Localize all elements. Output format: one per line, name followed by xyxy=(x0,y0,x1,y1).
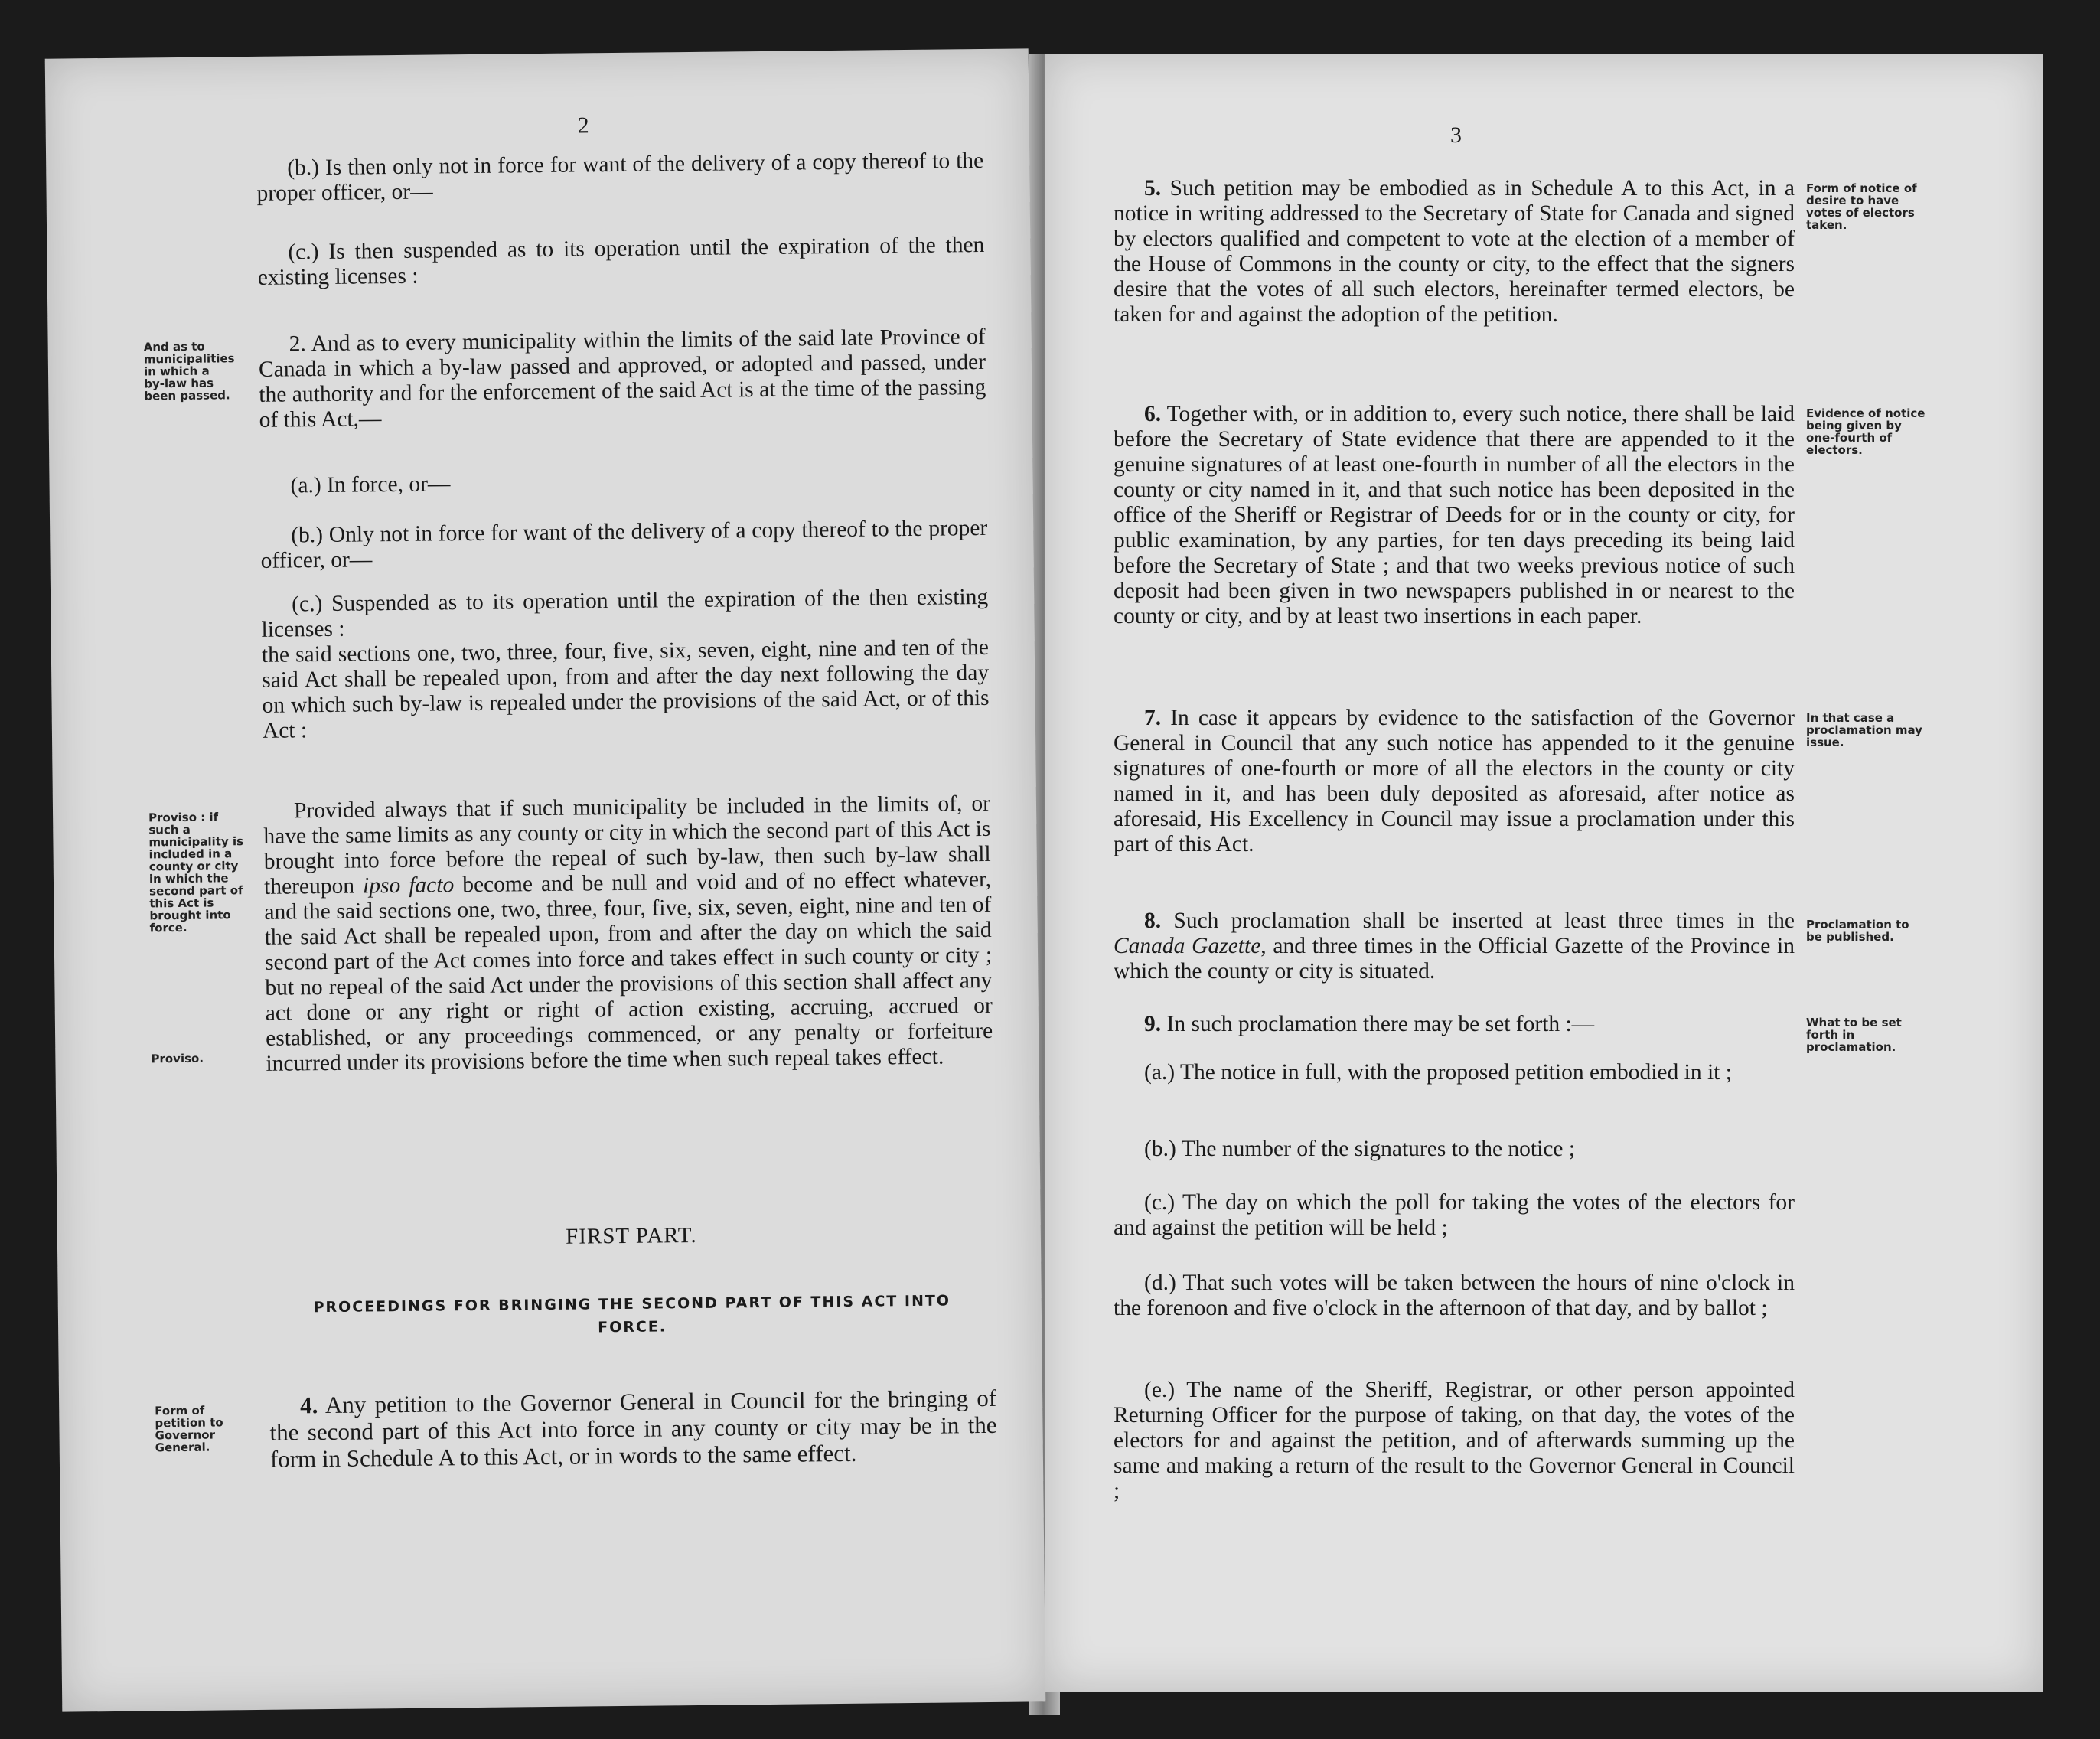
section-6-body: Together with, or in addition to, every such notice, there shall be laid before the Secretary of State evidence that there are appended to it the genuine signatures of at least one-fourth in number of all the electors in the county or city named in it, and that such notice has been deposited in the office of the Sheriff or Registrar of Deeds for or in the county or city, for public examination, by any parties, for ten days preceding its being laid before the Secretary of State ; and that two weeks previous notice of such deposit had been given in two newspapers published in or nearest to the county or city, and by at least two insertions in each paper. xyxy=(1114,402,1795,628)
clause-b2 xyxy=(260,516,988,574)
heading-proceedings: PROCEEDINGS FOR BRINGING THE SECOND PART OF THIS ACT INTO FORCE. xyxy=(313,1292,951,1336)
section-2 xyxy=(258,325,986,433)
clause-a2 xyxy=(259,466,986,499)
left-page xyxy=(45,48,1046,1711)
item-b xyxy=(1114,1137,1795,1162)
item-d xyxy=(1114,1271,1795,1321)
item-a xyxy=(1114,1060,1795,1085)
section-7-number: 7. xyxy=(1144,706,1162,730)
clause-c1 xyxy=(257,233,985,291)
page-number: 2 xyxy=(577,113,589,139)
proviso-text-part1: Provided always that if such municipality be included in the limits of, or have the same limits as any county or city in which the second part of this Act is brought into force before the repeal of such by-law, then such by-law shall thereupon xyxy=(263,791,991,899)
proviso-ipso-facto: ipso facto xyxy=(362,873,455,899)
section-9 xyxy=(1114,1012,1795,1037)
section-5-text xyxy=(1114,176,1795,328)
clause-c1-text: (c.) Is then suspended as to its operation until the expiration of the then existing licenses : xyxy=(257,232,985,290)
item-b-text: (b.) The number of the signatures to the notice ; xyxy=(1144,1137,1576,1161)
right-page xyxy=(1045,54,2043,1692)
section-2-text: 2. And as to every municipality within the limits of the said late Province of Canada in which a by-law passed and approved, or adopted and passed, under the authority and for the enforcement of the said Act is at the time of the passing of this Act,— xyxy=(258,324,986,432)
item-c xyxy=(1114,1190,1795,1241)
margin-note-proviso: Proviso. xyxy=(151,1051,204,1066)
clause-a2-text: (a.) In force, or— xyxy=(290,471,451,498)
section-7 xyxy=(1114,706,1795,857)
section-9-text xyxy=(1114,1012,1795,1037)
section-6-text xyxy=(1114,402,1795,629)
section-5-number: 5. xyxy=(1144,176,1162,201)
section-8-body-b: , and three times in the Official Gazette of the Province in which the county or city is situated. xyxy=(1114,934,1795,984)
section-4-text xyxy=(269,1385,997,1473)
clause-b1 xyxy=(256,148,984,207)
section-6 xyxy=(1114,402,1795,629)
margin-note-form-notice: Form of notice of desire to have votes of electors taken. xyxy=(1806,181,1917,232)
margin-note-proclamation-issue: In that case a proclamation may issue. xyxy=(1806,711,1922,749)
item-d-text: (d.) That such votes will be taken between the hours of nine o'clock in the forenoon and five o'clock in the afternoon of that day, and by ballot ; xyxy=(1114,1271,1795,1320)
section-8-number: 8. xyxy=(1144,909,1162,933)
item-a-text: (a.) The notice in full, with the proposed petition embodied in it ; xyxy=(1144,1060,1732,1085)
page-number: 3 xyxy=(1450,122,1462,148)
section-8-text xyxy=(1114,909,1795,984)
proviso-text xyxy=(263,791,993,1077)
margin-note-evidence: Evidence of notice being given by one-fourth of electors. xyxy=(1806,406,1926,457)
item-e-text: (e.) The name of the Sheriff, Registrar, or other person appointed Returning Officer for the purpose of taking, on that day, the votes of the electors for and against the petition, and of afterwards summing up the same and making a return of the result to the Governor General in Council ; xyxy=(1114,1378,1795,1503)
section-4-number: 4. xyxy=(299,1392,318,1419)
heading-first-part: FIRST PART. xyxy=(565,1222,697,1249)
section-4 xyxy=(269,1385,997,1473)
clause-c2 xyxy=(261,585,989,643)
section-7-body: In case it appears by evidence to the satisfaction of the Governor General in Council that any such notice has appended to it the genuine signatures of one-fourth or more of all the electors in the county or city named in it, and has been duly deposited as aforesaid, after notice as aforesaid, His Excellency in Council may issue a proclamation under this part of this Act. xyxy=(1114,706,1795,856)
repeal-paragraph xyxy=(262,635,990,744)
section-5 xyxy=(1114,176,1795,328)
section-9-body: In such proclamation there may be set forth :— xyxy=(1166,1012,1595,1036)
margin-note-municipalities: And as to municipalities in which a by-law has been passed. xyxy=(143,339,235,403)
section-7-text xyxy=(1114,706,1795,857)
section-9-number: 9. xyxy=(1144,1012,1162,1036)
clause-b1-text: (b.) Is then only not in force for want of the delivery of a copy thereof to the proper officer, or— xyxy=(256,148,984,206)
section-5-body: Such petition may be embodied as in Schedule A to this Act, in a notice in writing addressed to the Secretary of State for Canada and signed by electors qualified and competent to vote at the election of a member of the House of Commons in the county or city, to the effect that the signers desire that the votes of all such electors, hereinafter termed electors, be taken for and against the adoption of the petition. xyxy=(1114,176,1795,327)
section-8-gazette: Canada Gazette xyxy=(1114,934,1261,958)
item-c-text: (c.) The day on which the poll for taking the votes of the electors for and against the petition will be held ; xyxy=(1114,1190,1795,1240)
repeal-text: the said sections one, two, three, four, five, six, seven, eight, nine and ten of the said Act shall be repealed upon, from and after the day next following the day on which such by-law is repealed under the provisions of the said Act, or of this Act : xyxy=(261,635,990,743)
section-8-body-a: Such proclamation shall be inserted at least three times in the xyxy=(1173,909,1795,933)
clause-c2-text: (c.) Suspended as to its operation until the expiration of the then existing licenses : xyxy=(261,584,989,642)
section-8 xyxy=(1114,909,1795,984)
proviso-text-part2: become and be null and void and of no effect whatever, and the said sections one, two, three, four, five, six, seven, eight, nine and ten of the said Act shall be repealed upon, from and after the day on which the said second part of the Act comes into force and takes effect in such county or city ; but no repeal of the said Act under the provisions of this section shall affect any act done or any right or right of action existing, accruing, accrued or established, or any proceedings commenced, or any penalty or forfeiture incurred under its provisions before the time when such repeal takes effect. xyxy=(264,866,993,1076)
margin-note-form-petition: Form of petition to Governor General. xyxy=(155,1403,223,1455)
margin-note-set-forth: What to be set forth in proclamation. xyxy=(1806,1016,1902,1054)
margin-note-proclamation-published: Proclamation to be published. xyxy=(1806,918,1909,944)
margin-note-proviso-if: Proviso : if such a municipality is included in a county or city in which the second part of this Act is brought into force. xyxy=(148,810,244,935)
clause-b2-text: (b.) Only not in force for want of the delivery of a copy thereof to the proper officer, or— xyxy=(260,515,988,573)
item-e xyxy=(1114,1378,1795,1504)
proviso-paragraph xyxy=(263,791,993,1077)
section-6-number: 6. xyxy=(1144,402,1162,426)
section-4-body: Any petition to the Governor General in Council for the bringing of the second part of this Act into force in any county or city may be in the form in Schedule A to this Act, or in words to the same effect. xyxy=(269,1384,997,1473)
